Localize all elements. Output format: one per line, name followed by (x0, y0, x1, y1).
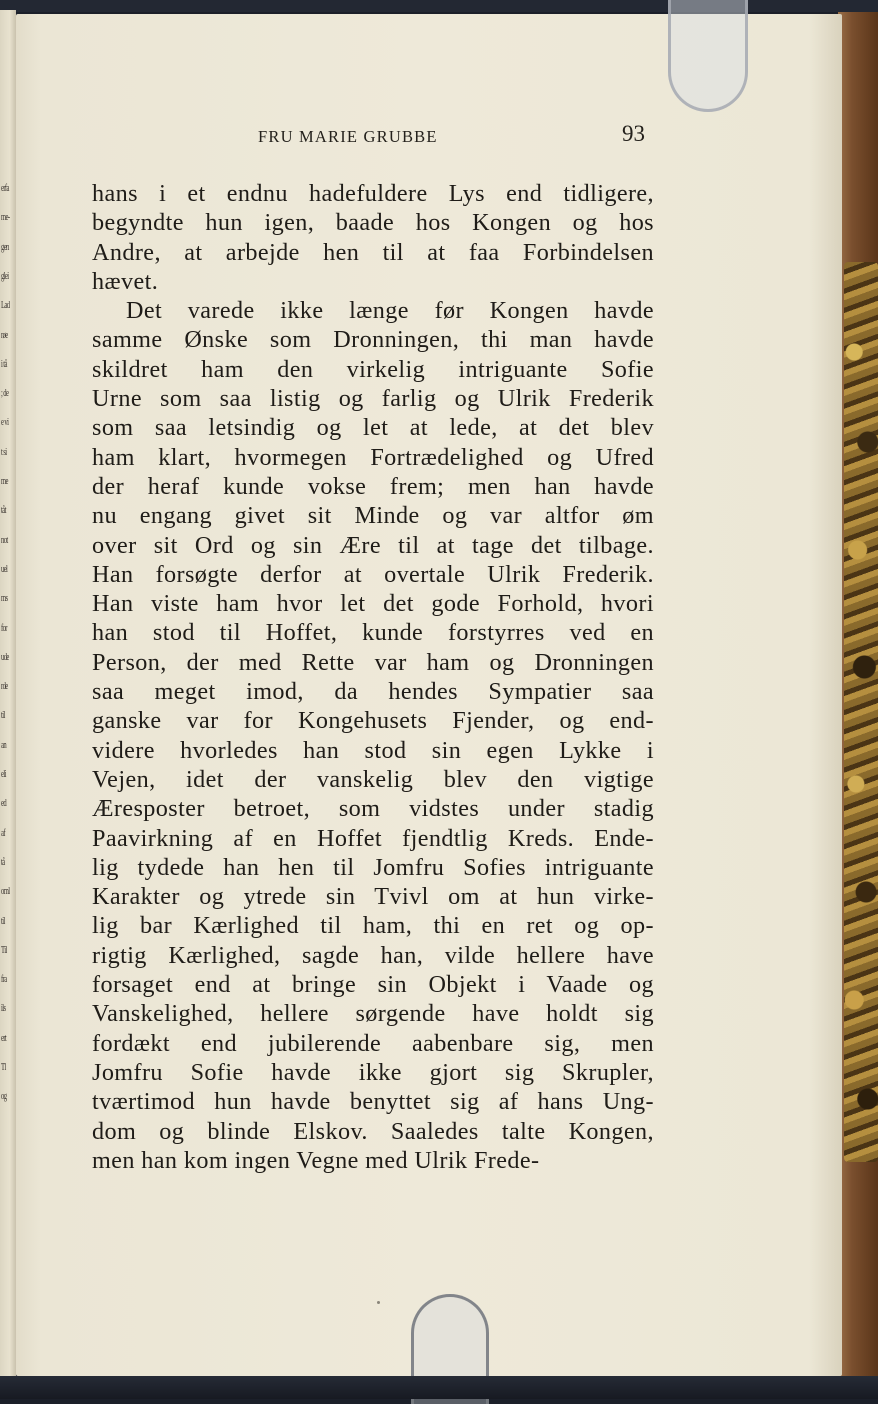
text-line: som saa letsindig og let at lede, at det blev (92, 414, 654, 442)
text-line: lig bar Kærlighed til ham, thi en ret og op- (92, 912, 654, 940)
text-line: Vejen, idet der vanskelig blev den vigtige (92, 765, 654, 793)
text-line: hævet. (92, 267, 159, 295)
text-line: der heraf kunde vokse frem; men han havde (92, 472, 654, 500)
text-line: hans i et endnu hadefuldere Lys end tidligere, (92, 180, 654, 207)
facing-page-fragment: rde (1, 680, 8, 693)
facing-page-fragment: me (1, 475, 8, 487)
page-clip-top (668, 0, 748, 112)
facing-page-fragment: not (1, 533, 8, 546)
running-head: FRU MARIE GRUBBE (258, 127, 438, 146)
text-line: Æresposter betroet, som vidstes under stadig (92, 795, 654, 823)
facing-page-fragment: uel (1, 562, 8, 575)
text-line: tværtimod hun havde benyttet sig af hans Ung- (92, 1088, 654, 1116)
facing-page-fragment: Lad (1, 299, 10, 312)
facing-page-fragment: t si (1, 445, 7, 458)
text-line: Karakter og ytrede sin Tvivl om at hun virke- (92, 883, 654, 911)
text-line: nu engang givet sit Minde og var altfor øm (92, 502, 654, 530)
facing-page-fragment: glei (1, 269, 9, 282)
facing-page-fragment: me- (1, 211, 10, 224)
facing-page-fragment: erfa (1, 182, 9, 194)
text-line: lig tydede han hen til Jomfru Sofies intriguante (92, 853, 654, 881)
facing-page-fragment: Tl (1, 1061, 6, 1073)
scan-background-bottom (0, 1376, 878, 1399)
facing-page-fragment: til (1, 709, 5, 722)
facing-page-fragment: af (1, 826, 5, 839)
text-line: rigtig Kærlighed, sagde han, vilde hellere have (92, 941, 654, 969)
facing-page-fragment: ude (1, 650, 9, 663)
facing-page-fragment: i tå (1, 357, 7, 370)
text-line: saa meget imod, da hendes Sympatier saa (92, 678, 654, 706)
text-line: Paavirkning af en Hoffet fjendtlig Kreds. Ende- (92, 824, 654, 852)
paper-speck (377, 1301, 380, 1304)
text-line: forsaget end at bringe sin Objekt i Vaade og (92, 971, 654, 999)
text-line: over sit Ord og sin Ære til at tage det tilbage. (92, 531, 654, 559)
facing-page-fragment: ms (1, 592, 8, 605)
text-line: fordækt end jubilerende aabenbare sig, men (92, 1029, 654, 1057)
facing-page-fragment: e vi (1, 416, 9, 429)
facing-page-fragment: Til (1, 943, 7, 956)
text-line: han stod til Hoffet, kunde forstyrres ved en (92, 619, 654, 647)
text-line: dom og blinde Elskov. Saaledes talte Kongen, (92, 1117, 654, 1145)
facing-page-fragment: an (1, 738, 7, 751)
facing-page-fragment: tåt (1, 504, 6, 517)
text-line: Andre, at arbejde hen til at faa Forbindelsen (92, 238, 654, 266)
facing-page-fragment: tå (1, 855, 5, 868)
facing-page-fragment: oml (1, 885, 10, 898)
body-text (92, 179, 654, 1175)
text-line: Det varede ikke længe før Kongen havde (126, 297, 654, 325)
facing-page-fragment: til (1, 914, 5, 927)
facing-page-fragment: fra (1, 973, 7, 986)
text-line: samme Ønske som Dronningen, thi man havde (92, 326, 654, 354)
book-binding (838, 12, 878, 1384)
facing-page-fragment: og (1, 1090, 7, 1103)
page-number: 93 (622, 121, 645, 146)
text-line: Han viste ham hvor let det gode Forhold, hvori (92, 590, 654, 618)
text-line: Person, der med Rette var ham og Dronningen (92, 648, 654, 676)
text-line: Han forsøgte derfor at overtale Ulrik Frederik. (92, 560, 654, 588)
text-line: Urne som saa listig og farlig og Ulrik Frederik (92, 385, 654, 413)
facing-page-fragment: ils (1, 1002, 6, 1015)
text-line: videre hvorledes han stod sin egen Lykke i (92, 736, 654, 764)
facing-page-fragment: ; de (1, 387, 9, 400)
facing-page-fragment: røe (1, 328, 8, 341)
text-line: ganske var for Kongehusets Fjender, og end- (92, 707, 654, 735)
text-line: begyndte hun igen, baade hos Kongen og hos (92, 209, 654, 237)
facing-page-fragment: gen (1, 240, 9, 253)
facing-page-edge (0, 10, 16, 1382)
text-line: skildret ham den virkelig intriguante Sofie (92, 355, 654, 383)
text-line: Jomfru Sofie havde ikke gjort sig Skrupler, (92, 1058, 654, 1086)
facing-page-fragment: eli (1, 768, 6, 780)
facing-page-fragment: ert (1, 1031, 7, 1044)
facing-page-fragment: for (1, 621, 7, 634)
facing-page-fragment: ed (1, 797, 7, 810)
text-line: men han kom ingen Vegne med Ulrik Frede- (92, 1146, 540, 1174)
marbled-endpaper (844, 262, 878, 1162)
text-line: ham klart, hvormegen Fortrædelighed og Ufred (92, 443, 654, 471)
text-line: Vanskelighed, hellere sørgende have holdt sig (92, 1000, 654, 1028)
